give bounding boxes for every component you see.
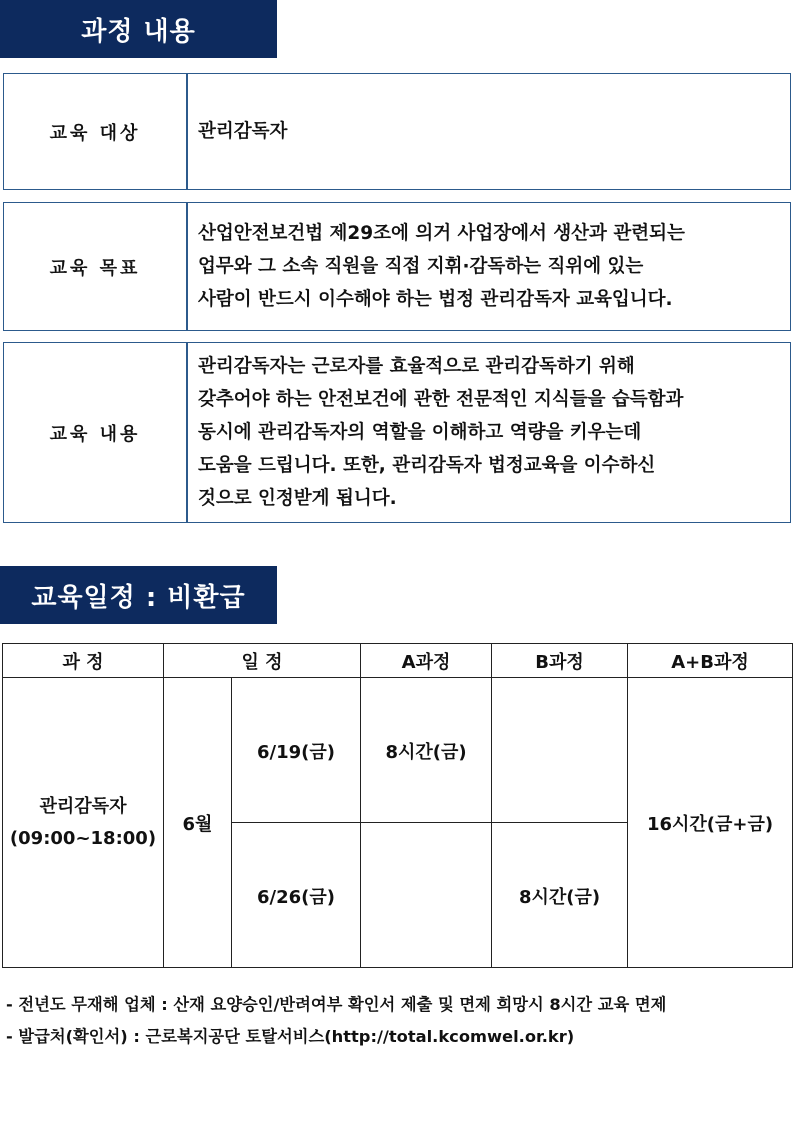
- month-cell: 6월: [164, 678, 232, 968]
- info-value-content: [188, 343, 790, 522]
- header-ab-course: A+B과정: [628, 644, 793, 678]
- section-title-schedule: 교육일정 : 비환급: [0, 566, 277, 624]
- info-label-content: 교육 내용: [4, 343, 188, 522]
- info-label-goal: 교육 목표: [4, 203, 188, 330]
- info-label-target: 교육 대상: [4, 74, 188, 189]
- header-schedule: 일 정: [164, 644, 361, 678]
- date-cell: 6/19(금): [232, 678, 361, 823]
- info-line: 갖추어야 하는 안전보건에 관한 전문적인 지식들을 습득함과: [198, 389, 684, 410]
- header-course: 과 정: [3, 644, 164, 678]
- info-line: 관리감독자는 근로자를 효율적으로 관리감독하기 위해: [198, 356, 635, 377]
- header-b-course: B과정: [492, 644, 628, 678]
- table-row: [3, 678, 793, 823]
- a-empty-cell: [361, 823, 492, 968]
- header-a-course: A과정: [361, 644, 492, 678]
- note-issuer: - 발급처(확인서) : 근로복지공단 토탈서비스(http://total.kcomwel.or.kr): [6, 1027, 575, 1046]
- course-cell: [3, 678, 164, 968]
- a-hours-cell: 8시간(금): [361, 678, 492, 823]
- table-header-row: [3, 644, 793, 678]
- info-value-goal: [188, 203, 790, 330]
- info-line: 업무와 그 소속 직원을 직접 지휘·감독하는 직위에 있는: [198, 256, 644, 277]
- info-line: 산업안전보건법 제29조에 의거 사업장에서 생산과 관련되는: [198, 223, 685, 244]
- info-row-content: [3, 342, 791, 523]
- ab-hours-cell: 16시간(금+금): [628, 678, 793, 968]
- schedule-table: [2, 643, 793, 968]
- date-cell: 6/26(금): [232, 823, 361, 968]
- b-hours-cell: 8시간(금): [492, 823, 628, 968]
- course-name: 관리감독자: [39, 795, 127, 817]
- note-exemption: - 전년도 무재해 업체 : 산재 요양승인/반려여부 확인서 제출 및 면제 희망시 8시간 교육 면제: [6, 995, 667, 1014]
- info-value-target: [188, 74, 790, 189]
- info-row-goal: [3, 202, 791, 331]
- section-title-course-content: 과정 내용: [0, 0, 277, 58]
- info-line: 관리감독자: [198, 121, 288, 142]
- info-line: 것으로 인정받게 됩니다.: [198, 488, 397, 509]
- info-line: 동시에 관리감독자의 역할을 이해하고 역량을 키우는데: [198, 422, 642, 443]
- info-line: 도움을 드립니다. 또한, 관리감독자 법정교육을 이수하신: [198, 455, 656, 476]
- info-line: 사람이 반드시 이수해야 하는 법정 관리감독자 교육입니다.: [198, 289, 673, 310]
- info-row-target: [3, 73, 791, 190]
- notes: [6, 990, 666, 1054]
- course-time: (09:00~18:00): [9, 827, 157, 849]
- b-empty-cell: [492, 678, 628, 823]
